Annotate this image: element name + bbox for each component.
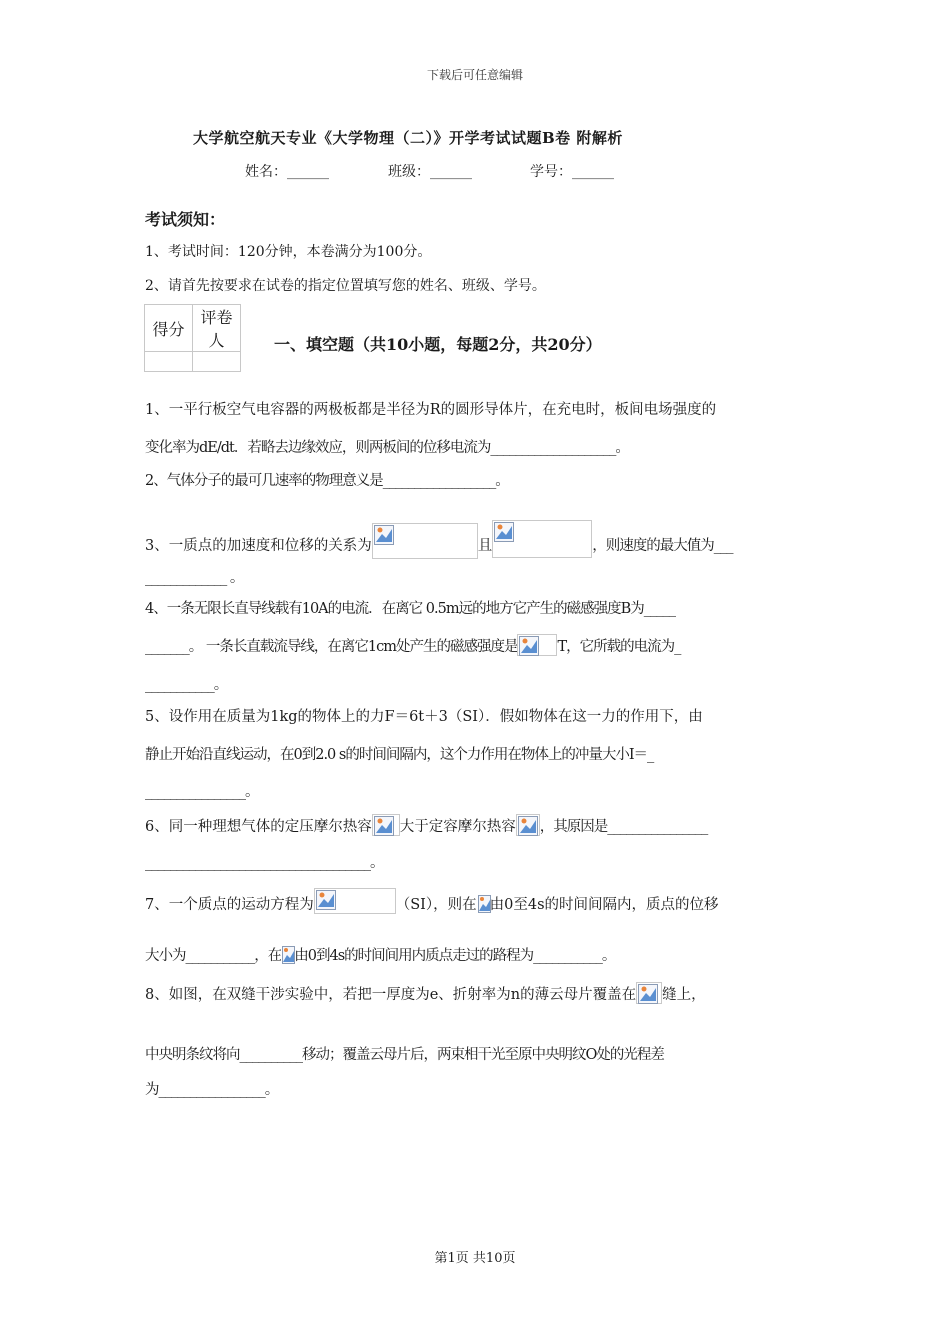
question-5-line-3: ________________。	[145, 784, 259, 800]
notice-item: 2、请首先按要求在试卷的指定位置填写您的姓名、班级、学号。	[145, 278, 546, 294]
formula-image-icon	[516, 814, 540, 836]
q3-text-mid: 且	[477, 538, 493, 554]
question-2: 2、气体分子的最可几速率的物理意义是__________________。	[145, 473, 509, 489]
formula-image-icon	[281, 945, 294, 965]
formula-image-icon	[636, 982, 662, 1004]
q8-text-pre: 8、如图，在双缝干涉实验中，若把一厚度为e、折射率为n的薄云母片覆盖在	[145, 987, 637, 1003]
question-4-line-1: 4、一条无限长直导线载有10A的电流．在离它 0.5m远的地方它产生的磁感强度B为_____	[145, 601, 675, 617]
question-8-line-2: 中央明条纹将向__________移动；覆盖云母片后，两束相干光至原中央明纹O处的光程差	[145, 1047, 664, 1063]
score-cell	[145, 352, 193, 372]
q6-text-pre: 6、同一种理想气体的定压摩尔热容	[145, 819, 372, 835]
q4-text-pre: _______。 一条长直载流导线，在离它1cm处产生的磁感强度是	[145, 639, 518, 655]
formula-image-icon	[477, 894, 490, 914]
formula-image-icon	[314, 888, 396, 914]
notice-item: 1、考试时间：120分钟，本卷满分为100分。	[145, 244, 432, 260]
q7-text-post: 由0至4s的时间间隔内，质点的位移	[489, 897, 719, 913]
notice-heading: 考试须知：	[145, 210, 226, 229]
question-6-line-2: ____________________________________。	[145, 855, 384, 871]
grader-header: 评卷人	[193, 305, 241, 352]
exam-title: 大学航空航天专业《大学物理（二）》开学考试试题B卷 附解析	[193, 129, 623, 147]
question-8-line-1	[145, 982, 706, 1004]
q7-text-pre: 7、一个质点的运动方程为	[145, 897, 314, 913]
q3-text-post: ，则速度的最大值为___	[592, 538, 733, 554]
q3-text-pre: 3、一质点的加速度和位移的关系为	[145, 538, 372, 554]
formula-image-icon	[372, 523, 478, 559]
question-7-line-2	[145, 944, 615, 965]
class-field: 班级：______	[388, 164, 472, 180]
part-title: 一、填空题（共10小题，每题2分，共20分）	[274, 335, 602, 354]
question-1-line-1: 1、一平行板空气电容器的两极板都是半径为R的圆形导体片，在充电时，板间电场强度的	[145, 402, 717, 418]
question-3-line-2: _____________ 。	[145, 570, 244, 586]
page-number: 第1页 共10页	[434, 1251, 516, 1266]
formula-image-icon	[372, 814, 400, 836]
formula-image-icon	[492, 520, 592, 558]
formula-image-icon	[517, 634, 557, 656]
question-1-line-2: 变化率为dE/dt．若略去边缘效应，则两板间的位移电流为____________________。	[145, 440, 629, 456]
question-5-line-2: 静止开始沿直线运动，在0到2.0 s的时间间隔内，这个力作用在物体上的冲量大小I＝_	[145, 747, 654, 763]
question-7-line-1	[145, 888, 719, 914]
question-5-line-1: 5、设作用在质量为1kg的物体上的力F＝6t＋3（SI）．假如物体在这一力的作用下，由	[145, 709, 703, 725]
question-3-line-1	[145, 520, 732, 559]
score-header: 得分	[145, 305, 193, 352]
q7-text-mid: （SI），则在	[395, 897, 477, 913]
name-field: 姓名：______	[245, 164, 329, 180]
q7-text-pre-2: 大小为___________，在	[145, 948, 282, 964]
q8-text-post: 缝上，	[662, 987, 706, 1003]
header-note: 下载后可任意编辑	[426, 68, 523, 82]
q4-text-post: T，它所载的电流为_	[557, 639, 681, 655]
question-8-line-3: 为_________________。	[145, 1082, 279, 1098]
question-4-line-3: ___________。	[145, 677, 228, 693]
question-6-line-1	[145, 814, 707, 836]
question-4-line-2	[145, 634, 680, 656]
grader-cell	[193, 352, 241, 372]
q6-text-post: ，其原因是________________	[539, 819, 708, 835]
score-table	[144, 304, 241, 372]
q6-text-mid: 大于定容摩尔热容	[399, 819, 516, 835]
q7-text-post-2: 由0到4s的时间间用内质点走过的路程为___________。	[294, 948, 616, 964]
student-id-field: 学号：______	[530, 164, 614, 180]
